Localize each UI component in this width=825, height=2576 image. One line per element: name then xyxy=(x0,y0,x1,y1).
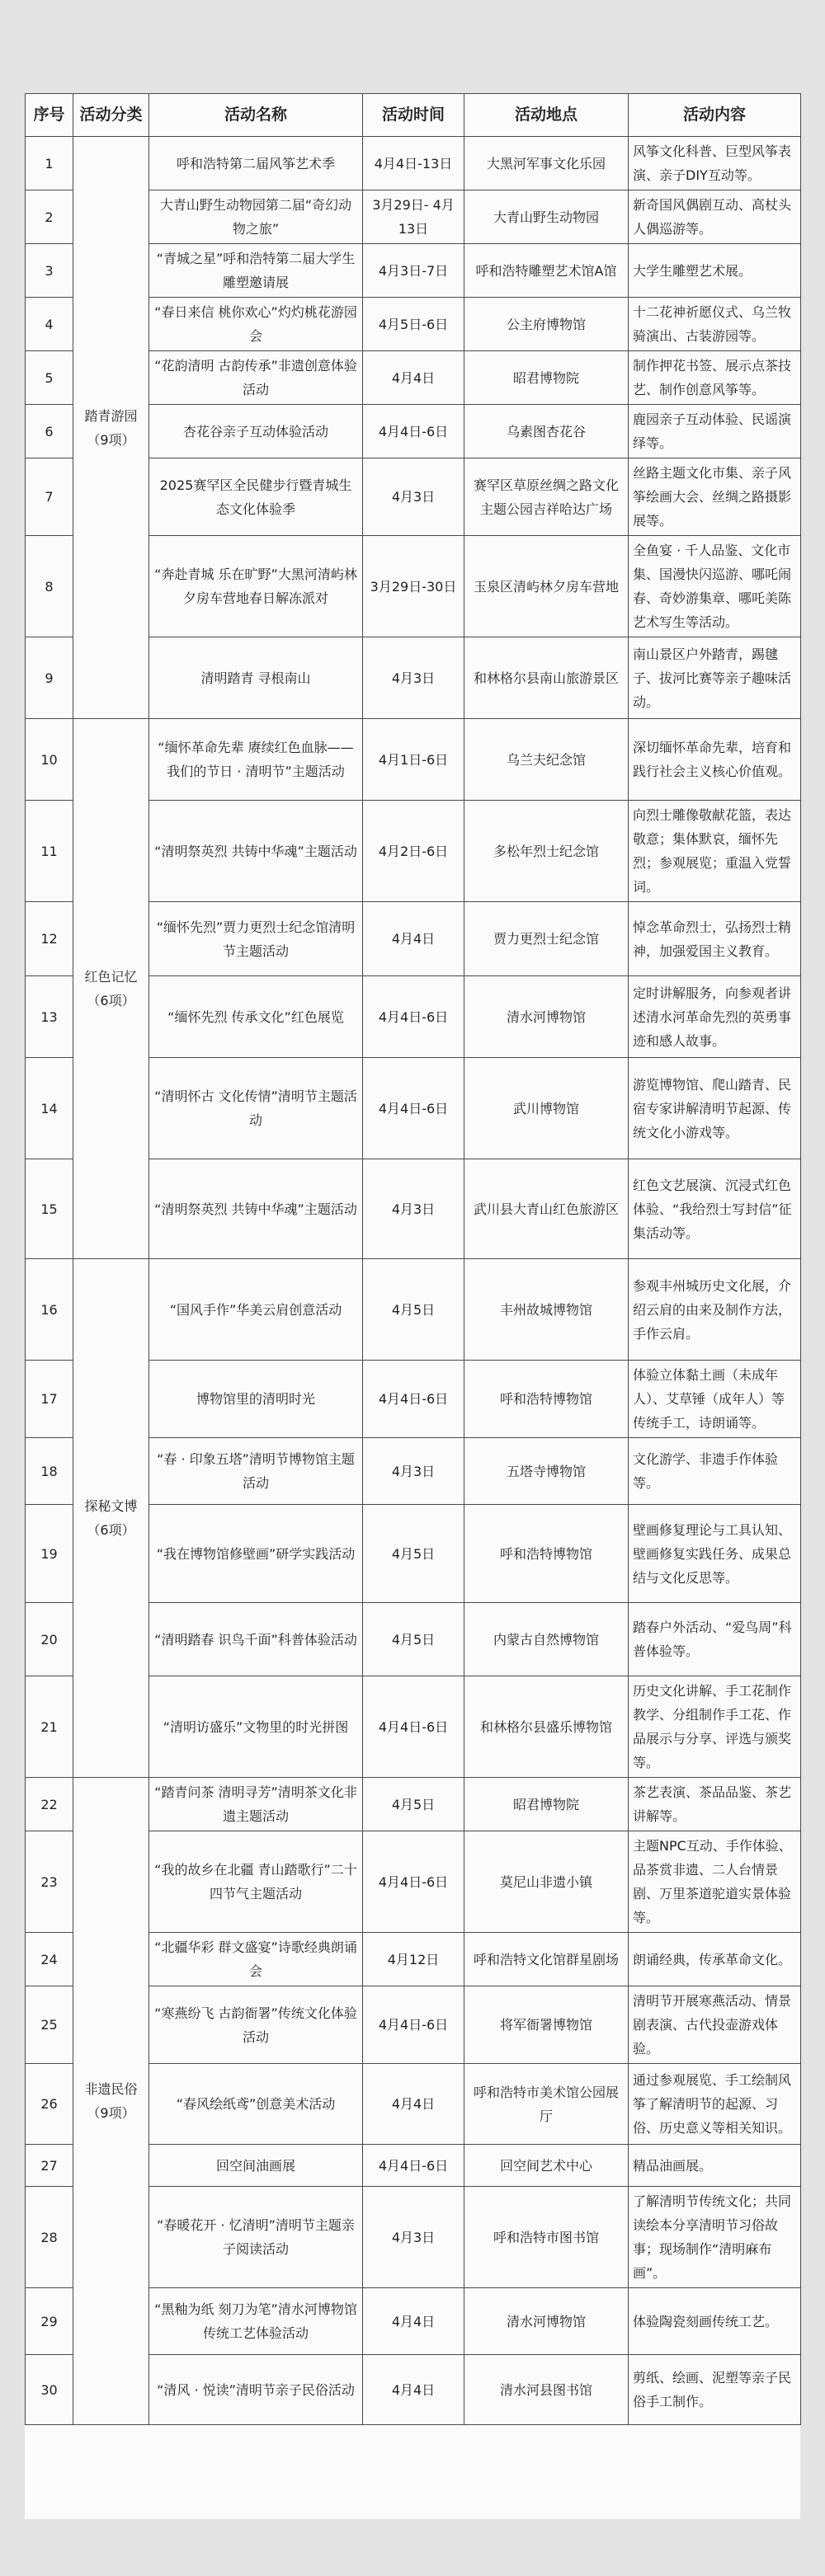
activity-venue: 乌兰夫纪念馆 xyxy=(464,719,629,801)
activity-venue: 公主府博物馆 xyxy=(464,298,629,351)
activity-time: 4月4日-6日 xyxy=(363,1676,464,1778)
activity-venue: 呼和浩特市美术馆公园展厅 xyxy=(464,2064,629,2145)
activity-venue: 多松年烈士纪念馆 xyxy=(464,801,629,902)
activity-time: 4月4日-6日 xyxy=(363,1058,464,1159)
activity-venue: 清水河博物馆 xyxy=(464,976,629,1058)
row-number: 9 xyxy=(26,637,73,719)
row-number: 22 xyxy=(26,1778,73,1831)
activity-name: “清明祭英烈 共铸中华魂”主题活动 xyxy=(149,1159,363,1259)
activity-venue: 回空间艺术中心 xyxy=(464,2145,629,2187)
header-activity-venue: 活动地点 xyxy=(464,94,629,137)
category-name: 探秘文博 xyxy=(84,1498,138,1514)
activity-content: 悼念革命烈士，弘扬烈士精神，加强爱国主义教育。 xyxy=(629,902,801,976)
activity-content: 定时讲解服务，向参观者讲述清水河革命先烈的英勇事迹和感人故事。 xyxy=(629,976,801,1058)
activity-time: 4月5日-6日 xyxy=(363,298,464,351)
activity-content: 剪纸、绘画、泥塑等亲子民俗手工制作。 xyxy=(629,2355,801,2425)
activity-name: 清明踏青 寻根南山 xyxy=(149,637,363,719)
activity-name: 博物馆里的清明时光 xyxy=(149,1361,363,1438)
row-number: 18 xyxy=(26,1438,73,1505)
category-count: （9项） xyxy=(87,2105,135,2121)
activity-name: “春 · 印象五塔”清明节博物馆主题活动 xyxy=(149,1438,363,1505)
activity-content: 体验陶瓷刻画传统工艺。 xyxy=(629,2288,801,2355)
activity-content: 壁画修复理论与工具认知、壁画修复实践任务、成果总结与文化反思等。 xyxy=(629,1505,801,1603)
activity-venue: 昭君博物院 xyxy=(464,351,629,405)
activity-name: “清风 · 悦读”清明节亲子民俗活动 xyxy=(149,2355,363,2425)
header-activity-content: 活动内容 xyxy=(629,94,801,137)
activity-name: “缅怀革命先辈 赓续红色血脉——我们的节日 · 清明节”主题活动 xyxy=(149,719,363,801)
category-count: （9项） xyxy=(87,431,135,448)
activity-content: 参观丰州城历史文化展，介绍云肩的由来及制作方法，手作云肩。 xyxy=(629,1259,801,1361)
activity-time: 4月4日-6日 xyxy=(363,1361,464,1438)
activity-content: 南山景区户外踏青，踢毽子、拔河比赛等亲子趣味活动。 xyxy=(629,637,801,719)
row-number: 15 xyxy=(26,1159,73,1259)
category-name: 踏青游园 xyxy=(84,407,138,424)
row-number: 24 xyxy=(26,1933,73,1986)
activity-time: 4月4日-6日 xyxy=(363,1986,464,2064)
activity-time: 4月5日 xyxy=(363,1259,464,1361)
activity-time: 3月29日-30日 xyxy=(363,536,464,637)
row-number: 11 xyxy=(26,801,73,902)
activity-name: “清明祭英烈 共铸中华魂”主题活动 xyxy=(149,801,363,902)
row-number: 1 xyxy=(26,137,73,190)
header-number: 序号 xyxy=(26,94,73,137)
activity-content: 历史文化讲解、手工花制作教学、分组制作手工花、作品展示与分享、评选与颁奖等。 xyxy=(629,1676,801,1778)
row-number: 2 xyxy=(26,190,73,244)
activity-name: 2025赛罕区全民健步行暨青城生态文化体验季 xyxy=(149,458,363,536)
row-number: 25 xyxy=(26,1986,73,2064)
activity-content: 游览博物馆、爬山踏青、民宿专家讲解清明节起源、传统文化小游戏等。 xyxy=(629,1058,801,1159)
activity-time: 4月3日 xyxy=(363,2187,464,2288)
activity-name: “清明怀古 文化传情”清明节主题活动 xyxy=(149,1058,363,1159)
activity-time: 4月4日 xyxy=(363,902,464,976)
category-cell xyxy=(73,1259,149,1778)
row-number: 20 xyxy=(26,1603,73,1676)
activity-content: 体验立体黏土画（未成年人）、艾草锤（成年人）等传统手工，诗朗诵等。 xyxy=(629,1361,801,1438)
activity-content: 十二花神祈愿仪式、乌兰牧骑演出、古装游园等。 xyxy=(629,298,801,351)
activity-content: 通过参观展览、手工绘制风筝了解清明节的起源、习俗、历史意义等相关知识。 xyxy=(629,2064,801,2145)
activity-content: 向烈士雕像敬献花篮，表达敬意；集体默哀，缅怀先烈；参观展览；重温入党誓词。 xyxy=(629,801,801,902)
activity-name: 大青山野生动物园第二届“奇幻动物之旅” xyxy=(149,190,363,244)
row-number: 28 xyxy=(26,2187,73,2288)
activity-name: “花韵清明 古韵传承”非遗创意体验活动 xyxy=(149,351,363,405)
activity-content: 踏春户外活动、“爱鸟周”科普体验等。 xyxy=(629,1603,801,1676)
row-number: 16 xyxy=(26,1259,73,1361)
activity-venue: 呼和浩特雕塑艺术馆A馆 xyxy=(464,244,629,298)
activity-time: 4月5日 xyxy=(363,1505,464,1603)
header-activity-name: 活动名称 xyxy=(149,94,363,137)
row-number: 4 xyxy=(26,298,73,351)
activity-content: 茶艺表演、茶品品鉴、茶艺讲解等。 xyxy=(629,1778,801,1831)
activity-name: “清明访盛乐”文物里的时光拼图 xyxy=(149,1676,363,1778)
activity-name: “春风绘纸鸢”创意美术活动 xyxy=(149,2064,363,2145)
activity-venue: 和林格尔县南山旅游景区 xyxy=(464,637,629,719)
activity-time: 4月5日 xyxy=(363,1778,464,1831)
activity-name: “春日来信 桃你欢心”灼灼桃花游园会 xyxy=(149,298,363,351)
activity-time: 4月2日-6日 xyxy=(363,801,464,902)
table-header-row xyxy=(26,94,801,137)
row-number: 30 xyxy=(26,2355,73,2425)
activity-venue: 呼和浩特文化馆群星剧场 xyxy=(464,1933,629,1986)
activity-content: 新奇国风偶剧互动、高杖头人偶巡游等。 xyxy=(629,190,801,244)
activity-venue: 呼和浩特博物馆 xyxy=(464,1505,629,1603)
activity-venue: 大青山野生动物园 xyxy=(464,190,629,244)
activity-venue: 将军衙署博物馆 xyxy=(464,1986,629,2064)
category-count: （6项） xyxy=(87,993,135,1008)
activity-content: 了解清明节传统文化；共同读绘本分享清明节习俗故事；现场制作“清明麻布画”。 xyxy=(629,2187,801,2288)
activity-time: 4月3日-7日 xyxy=(363,244,464,298)
row-number: 3 xyxy=(26,244,73,298)
row-number: 12 xyxy=(26,902,73,976)
header-category: 活动分类 xyxy=(73,94,149,137)
row-number: 17 xyxy=(26,1361,73,1438)
activity-time: 4月4日 xyxy=(363,2064,464,2145)
activity-venue: 乌素图杏花谷 xyxy=(464,405,629,458)
activity-time: 4月4日-6日 xyxy=(363,2145,464,2187)
activity-name: 杏花谷亲子互动体验活动 xyxy=(149,405,363,458)
activity-name: 回空间油画展 xyxy=(149,2145,363,2187)
table-row xyxy=(26,1778,801,1831)
activity-venue: 大黑河军事文化乐园 xyxy=(464,137,629,190)
activity-venue: 武川县大青山红色旅游区 xyxy=(464,1159,629,1259)
activity-name: “黑釉为纸 刻刀为笔”清水河博物馆传统工艺体验活动 xyxy=(149,2288,363,2355)
activity-content: 主题NPC互动、手作体验、品茶赏非遗、二人台情景剧、万里茶道驼道实景体验等。 xyxy=(629,1831,801,1933)
activity-venue: 莫尼山非遗小镇 xyxy=(464,1831,629,1933)
activity-content: 深切缅怀革命先辈，培育和践行社会主义核心价值观。 xyxy=(629,719,801,801)
activity-content: 大学生雕塑艺术展。 xyxy=(629,244,801,298)
activity-name: 呼和浩特第二届风筝艺术季 xyxy=(149,137,363,190)
activity-content: 红色文艺展演、沉浸式红色体验、“我给烈士写封信”征集活动等。 xyxy=(629,1159,801,1259)
activity-content: 全鱼宴 · 千人品鉴、文化市集、国漫快闪巡游、哪吒闹春、奇妙游集章、哪吒美陈艺术写生等活动。 xyxy=(629,536,801,637)
row-number: 23 xyxy=(26,1831,73,1933)
activity-content: 丝路主题文化市集、亲子风筝绘画大会、丝绸之路摄影展等。 xyxy=(629,458,801,536)
activity-venue: 呼和浩特市图书馆 xyxy=(464,2187,629,2288)
category-name: 红色记忆 xyxy=(84,969,138,985)
activity-time: 4月4日 xyxy=(363,2355,464,2425)
activity-name: “我在博物馆修壁画”研学实践活动 xyxy=(149,1505,363,1603)
activity-content: 文化游学、非遗手作体验等。 xyxy=(629,1438,801,1505)
activity-venue: 清水河县图书馆 xyxy=(464,2355,629,2425)
row-number: 13 xyxy=(26,976,73,1058)
activity-time: 4月4日 xyxy=(363,2288,464,2355)
table-row xyxy=(26,719,801,801)
activity-content: 精品油画展。 xyxy=(629,2145,801,2187)
activity-venue: 呼和浩特博物馆 xyxy=(464,1361,629,1438)
row-number: 27 xyxy=(26,2145,73,2187)
activity-name: “我的故乡在北疆 青山踏歌行”二十四节气主题活动 xyxy=(149,1831,363,1933)
activity-venue: 五塔寺博物馆 xyxy=(464,1438,629,1505)
activity-venue: 内蒙古自然博物馆 xyxy=(464,1603,629,1676)
category-cell xyxy=(73,137,149,719)
activity-name: “奔赴青城 乐在旷野”大黑河清屿林夕房车营地春日解冻派对 xyxy=(149,536,363,637)
row-number: 26 xyxy=(26,2064,73,2145)
activity-name: “青城之星”呼和浩特第二届大学生雕塑邀请展 xyxy=(149,244,363,298)
activity-venue: 贾力更烈士纪念馆 xyxy=(464,902,629,976)
activity-venue: 清水河博物馆 xyxy=(464,2288,629,2355)
activity-name: “北疆华彩 群文盛宴”诗歌经典朗诵会 xyxy=(149,1933,363,1986)
row-number: 14 xyxy=(26,1058,73,1159)
activity-time: 3月29日- 4月13日 xyxy=(363,190,464,244)
table-row xyxy=(26,1259,801,1361)
activity-time: 4月4日-6日 xyxy=(363,405,464,458)
activity-name: “春暖花开 · 忆清明”清明节主题亲子阅读活动 xyxy=(149,2187,363,2288)
activity-name: “寒燕纷飞 古韵衙署”传统文化体验活动 xyxy=(149,1986,363,2064)
activity-time: 4月4日-6日 xyxy=(363,1831,464,1933)
category-cell xyxy=(73,719,149,1259)
activity-time: 4月3日 xyxy=(363,458,464,536)
row-number: 10 xyxy=(26,719,73,801)
activity-venue: 玉泉区清屿林夕房车营地 xyxy=(464,536,629,637)
activity-content: 鹿园亲子互动体验、民谣演绎等。 xyxy=(629,405,801,458)
row-number: 29 xyxy=(26,2288,73,2355)
activity-time: 4月4日 xyxy=(363,351,464,405)
table-body xyxy=(26,137,801,2425)
activity-time: 4月4日-6日 xyxy=(363,976,464,1058)
activity-name: “踏青问茶 清明寻芳”清明茶文化非遗主题活动 xyxy=(149,1778,363,1831)
row-number: 21 xyxy=(26,1676,73,1778)
activity-name: “清明踏春 识鸟千面”科普体验活动 xyxy=(149,1603,363,1676)
activity-venue: 赛罕区草原丝绸之路文化主题公园吉祥哈达广场 xyxy=(464,458,629,536)
activity-venue: 和林格尔县盛乐博物馆 xyxy=(464,1676,629,1778)
activity-time: 4月5日 xyxy=(363,1603,464,1676)
activity-table xyxy=(25,93,801,2425)
activity-venue: 丰州故城博物馆 xyxy=(464,1259,629,1361)
activity-name: “缅怀先烈 传承文化”红色展览 xyxy=(149,976,363,1058)
table-row xyxy=(26,137,801,190)
activity-content: 制作押花书签、展示点茶技艺、制作创意风筝等。 xyxy=(629,351,801,405)
category-cell xyxy=(73,1778,149,2425)
row-number: 6 xyxy=(26,405,73,458)
row-number: 19 xyxy=(26,1505,73,1603)
category-name: 非遗民俗 xyxy=(84,2081,138,2097)
activity-schedule-sheet xyxy=(25,93,800,2519)
category-count: （6项） xyxy=(87,1522,135,1538)
activity-venue: 武川博物馆 xyxy=(464,1058,629,1159)
activity-name: “缅怀先烈”贾力更烈士纪念馆清明节主题活动 xyxy=(149,902,363,976)
activity-time: 4月12日 xyxy=(363,1933,464,1986)
row-number: 8 xyxy=(26,536,73,637)
row-number: 5 xyxy=(26,351,73,405)
header-activity-time: 活动时间 xyxy=(363,94,464,137)
activity-time: 4月3日 xyxy=(363,1159,464,1259)
activity-name: “国风手作”华美云肩创意活动 xyxy=(149,1259,363,1361)
activity-content: 风筝文化科普、巨型风筝表演、亲子DIY互动等。 xyxy=(629,137,801,190)
activity-content: 清明节开展寒燕活动、情景剧表演、古代投壶游戏体验。 xyxy=(629,1986,801,2064)
activity-venue: 昭君博物院 xyxy=(464,1778,629,1831)
activity-content: 朗诵经典，传承革命文化。 xyxy=(629,1933,801,1986)
row-number: 7 xyxy=(26,458,73,536)
activity-time: 4月3日 xyxy=(363,637,464,719)
activity-time: 4月1日-6日 xyxy=(363,719,464,801)
activity-time: 4月3日 xyxy=(363,1438,464,1505)
activity-time: 4月4日-13日 xyxy=(363,137,464,190)
